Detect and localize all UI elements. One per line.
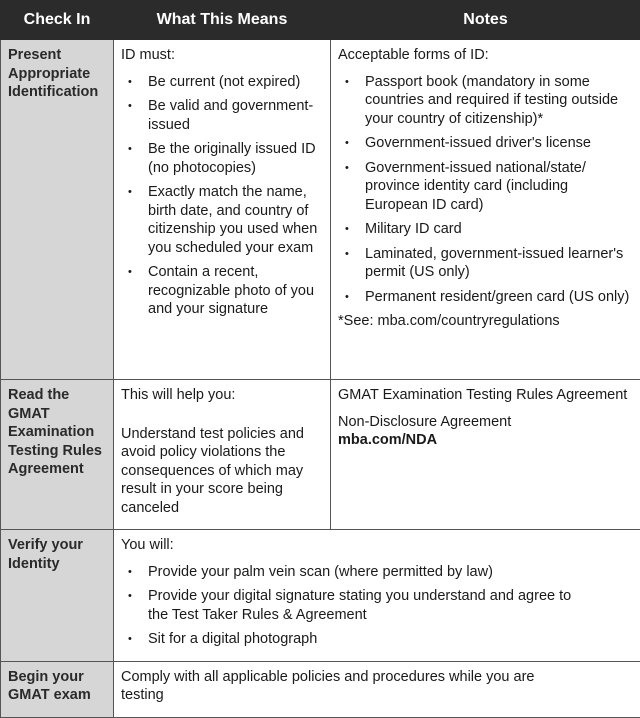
means-list xyxy=(121,563,634,649)
list-item: • Be current (not expired) xyxy=(121,73,324,92)
notes-line: GMAT Examination Testing Rules Agreement xyxy=(338,386,634,405)
means-text: Understand test policies and avoid policy violations the consequences of which may result in your score being canceled xyxy=(121,425,324,518)
list-item: • Government-issued driver's license xyxy=(338,134,634,153)
list-item: • Contain a recent, recognizable photo of you and your signature xyxy=(121,263,324,319)
list-item: • Laminated, government-issued learner's permit (US only) xyxy=(338,245,634,282)
header-what-this-means: What This Means xyxy=(114,1,331,40)
notes-footnote: *See: mba.com/countryregulations xyxy=(338,312,634,331)
row-label: Read the GMAT Examination Testing Rules Agreement xyxy=(1,380,114,530)
notes-cell xyxy=(331,40,640,380)
row-label: Begin your GMAT exam xyxy=(1,661,114,717)
list-item: • Government-issued national/state/ province identity card (including European ID card) xyxy=(338,159,634,215)
table-row xyxy=(1,530,640,662)
means-list xyxy=(121,73,324,319)
row-label: Present Appropriate Identification xyxy=(1,40,114,380)
list-item: • Provide your digital signature stating you understand and agree to the Test Taker Rules & Agreement xyxy=(121,587,634,624)
header-check-in: Check In xyxy=(1,1,114,40)
notes-cell xyxy=(331,380,640,530)
notes-list xyxy=(338,73,634,307)
notes-intro: Acceptable forms of ID: xyxy=(338,46,634,65)
list-item: • Passport book (mandatory in some countries and required if testing outside your country of citizenship)* xyxy=(338,73,634,129)
means-text: Comply with all applicable policies and procedures while you are testing xyxy=(121,668,634,705)
list-item: • Permanent resident/green card (US only) xyxy=(338,288,634,307)
list-item: • Exactly match the name, birth date, and country of citizenship you used when you scheduled your exam xyxy=(121,183,324,257)
list-item: • Sit for a digital photograph xyxy=(121,630,634,649)
means-intro: ID must: xyxy=(121,46,324,65)
nda-link[interactable]: mba.com/NDA xyxy=(338,431,634,450)
table-row xyxy=(1,40,640,380)
means-cell xyxy=(114,40,331,380)
header-row xyxy=(1,1,640,40)
list-item: • Provide your palm vein scan (where permitted by law) xyxy=(121,563,634,582)
list-item: • Be valid and government-issued xyxy=(121,97,324,134)
means-cell xyxy=(114,380,331,530)
table-row xyxy=(1,661,640,717)
header-notes: Notes xyxy=(331,1,640,40)
list-item: • Military ID card xyxy=(338,220,634,239)
means-intro: You will: xyxy=(121,536,634,555)
means-cell xyxy=(114,530,640,662)
means-cell xyxy=(114,661,640,717)
row-label: Verify your Identity xyxy=(1,530,114,662)
notes-line: Non-Disclosure Agreement xyxy=(338,413,634,432)
table-row xyxy=(1,380,640,530)
list-item: • Be the originally issued ID (no photocopies) xyxy=(121,140,324,177)
means-intro: This will help you: xyxy=(121,386,324,405)
